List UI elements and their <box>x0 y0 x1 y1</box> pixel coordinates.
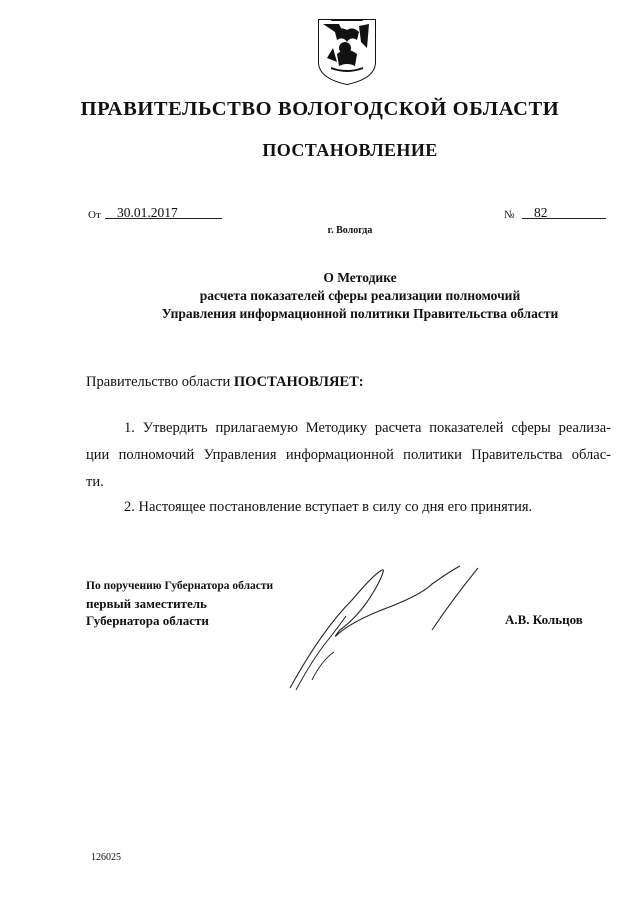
document-date: 30.01.2017 <box>117 205 178 220</box>
resolution-keyword: ПОСТАНОВЛЯЕТ: <box>233 374 364 390</box>
paragraph-1-line-3: ти. <box>86 474 104 490</box>
subject-line-3: Управления информационной политики Правительства области <box>161 306 559 321</box>
handwritten-signature <box>282 560 492 695</box>
signer-position-line-1: первый заместитель <box>86 596 207 611</box>
document-code: 126025 <box>91 852 121 863</box>
resolution-prefix: Правительство области <box>86 374 231 390</box>
paragraph-1-line-2: ции полномочий Управления информационной политики Правительства облас- <box>86 447 611 463</box>
coat-of-arms-emblem <box>317 18 377 86</box>
document-type: ПОСТАНОВЛЕНИЕ <box>262 140 438 160</box>
signer-name: А.В. Кольцов <box>505 612 583 627</box>
date-prefix: От <box>88 209 101 221</box>
signer-position-line-2: Губернатора области <box>86 613 209 628</box>
government-title: ПРАВИТЕЛЬСТВО ВОЛОГОДСКОЙ ОБЛАСТИ <box>80 98 560 120</box>
paragraph-1-line-1: 1. Утвердить прилагаемую Методику расчета показателей сферы реализа- <box>124 420 611 436</box>
subject-line-2: расчета показателей сферы реализации полномочий <box>199 288 521 303</box>
city-label: г. Вологда <box>327 225 373 236</box>
number-prefix: № <box>504 209 515 221</box>
document-number: 82 <box>534 205 548 220</box>
resolution-statement <box>86 374 364 391</box>
signature-on-behalf: По поручению Губернатора области <box>86 580 274 592</box>
subject-line-1: О Методике <box>323 270 397 285</box>
paragraph-2: 2. Настоящее постановление вступает в силу со дня его принятия. <box>124 499 533 515</box>
